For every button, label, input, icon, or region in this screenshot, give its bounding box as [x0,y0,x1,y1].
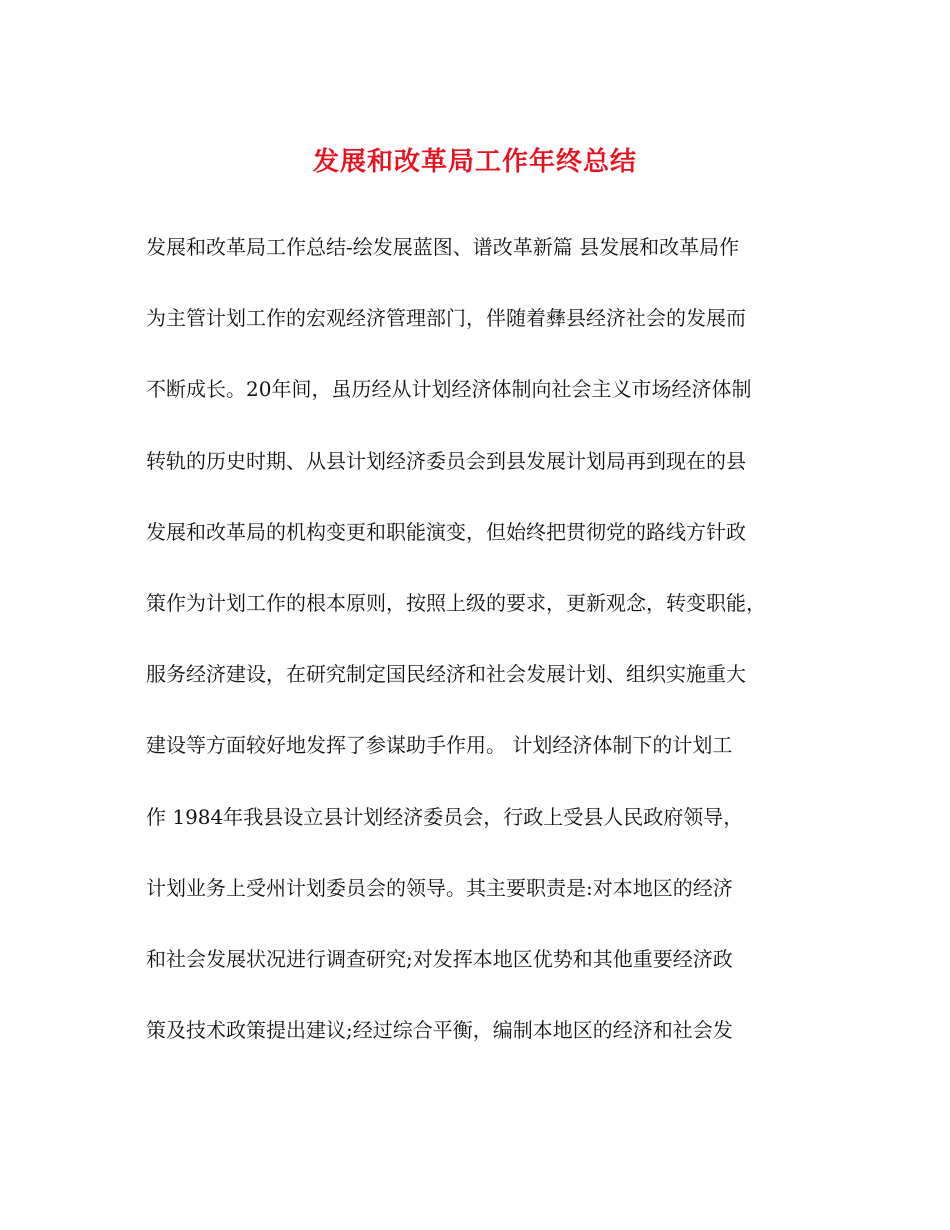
body-line: 转轨的历史时期、从县计划经济委员会到县发展计划局再到现在的县 [146,448,746,473]
body-line: 和社会发展状况进行调查研究;对发挥本地区优势和其他重要经济政 [146,946,733,971]
document-title: 发展和改革局工作年终总结 [312,147,637,177]
body-line: 策作为计划工作的根本原则，按照上级的要求，更新观念，转变职能， [146,590,766,615]
body-line: 发展和改革局工作总结-绘发展蓝图、谱改革新篇 县发展和改革局作 [146,235,740,259]
body-line: 为主管计划工作的宏观经济管理部门，伴随着彝县经济社会的发展而 [146,306,746,331]
body-line: 策及技术政策提出建议;经过综合平衡，编制本地区的经济和社会发 [146,1018,733,1043]
body-line: 发展和改革局的机构变更和职能演变，但始终把贯彻党的路线方针政 [146,519,746,544]
body-line: 建设等方面较好地发挥了参谋助手作用。 计划经济体制下的计划工 [146,733,733,758]
body-line: 服务经济建设，在研究制定国民经济和社会发展计划、组织实施重大 [146,662,746,687]
body-line: 作 1984年我县设立县计划经济委员会，行政上受县人民政府领导， [146,804,744,829]
document-body [146,225,826,1079]
body-line: 不断成长。20年间，虽历经从计划经济体制向社会主义市场经济体制 [146,377,752,402]
body-line: 计划业务上受州计划委员会的领导。其主要职责是:对本地区的经济 [146,875,733,900]
